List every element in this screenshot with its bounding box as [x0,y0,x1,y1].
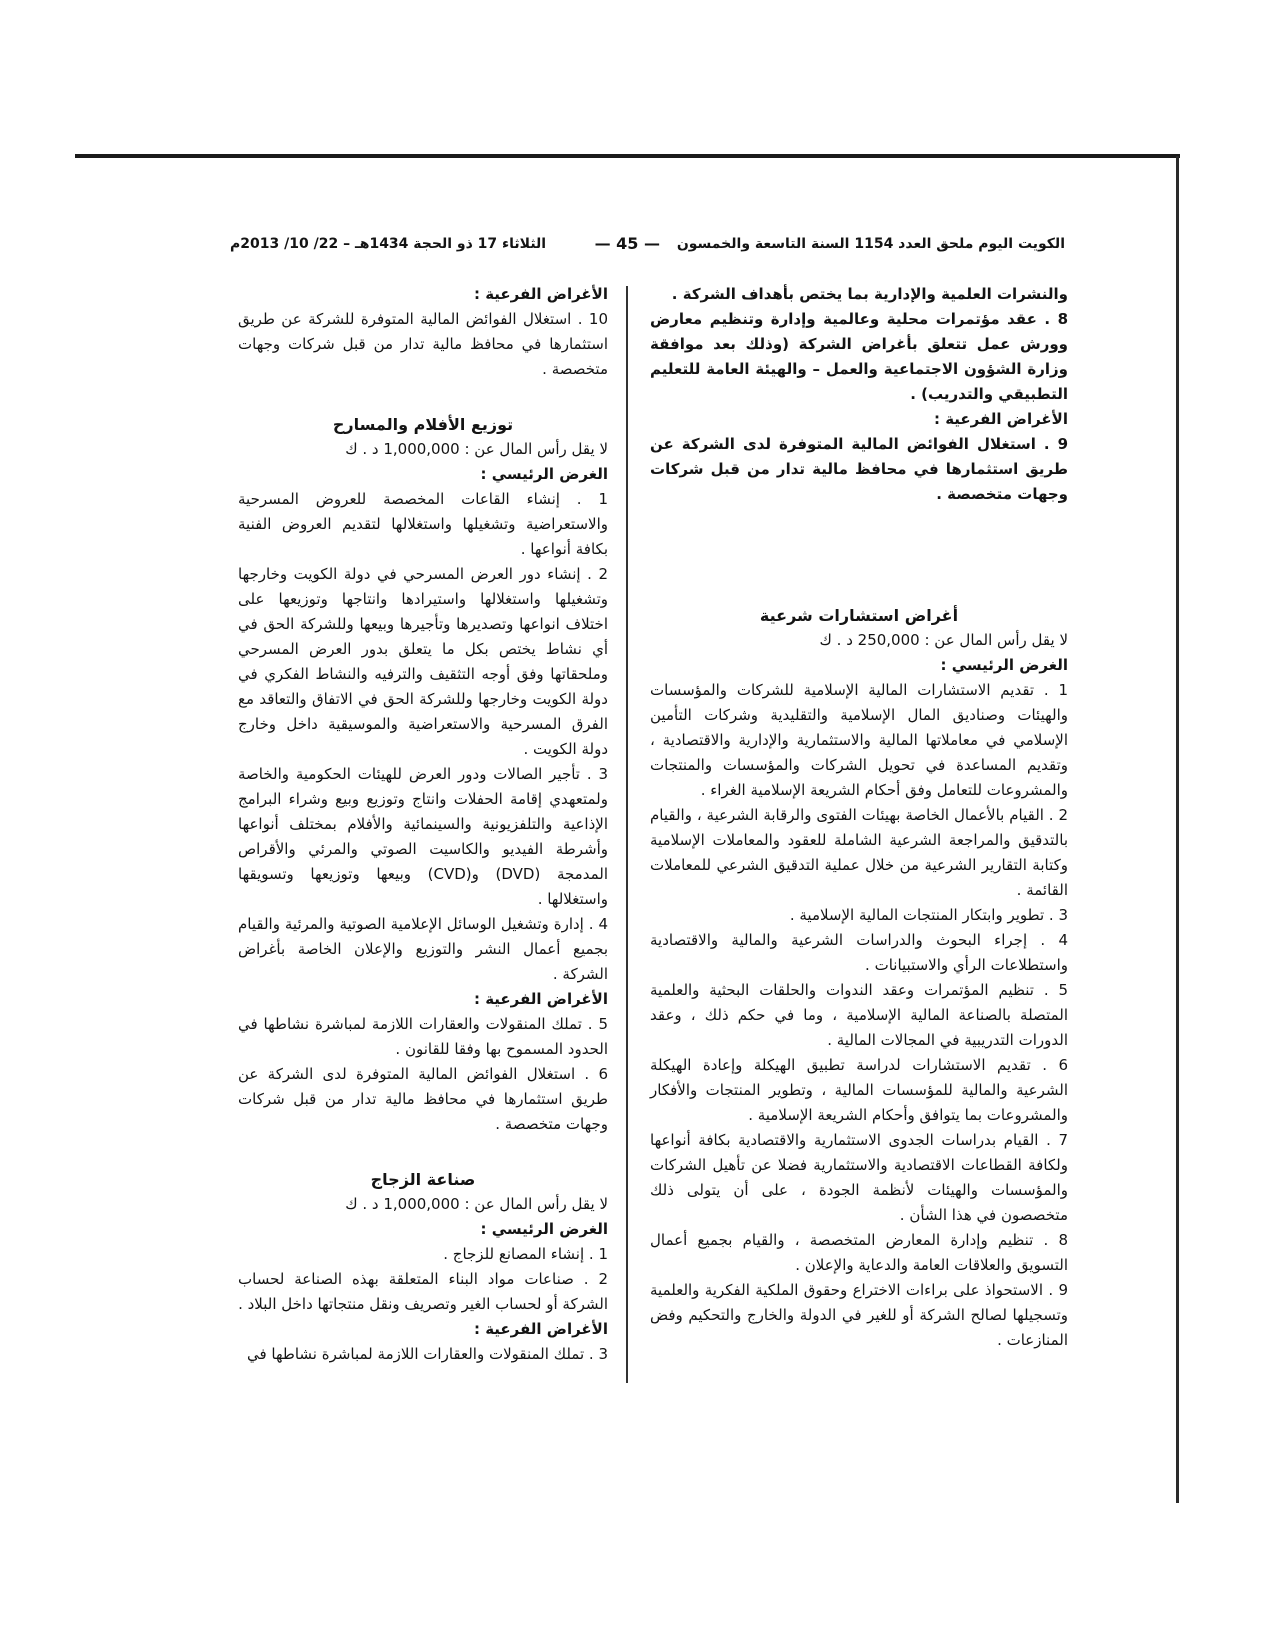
sub-heading: الأغراض الفرعية : [473,285,608,303]
list-item: 1 . تقديم الاستشارات المالية الإسلامية للشركات والمؤسسات والهيئات وصناديق المال الإسلامية والتقليدية وشركات التأمين الإسلامي في معاملاتها المالية والاستثمارية والإدارية والاقتصادية ، وتقديم المساعدة في تحويل الشركات والمؤسسات والمنتجات والمشروعات للتعامل وفق أحكام الشريعة الإسلامية الغراء . [650,681,1068,799]
main-heading: الغرض الرئيسي : [480,1220,608,1238]
header-publication: الكويت اليوم ملحق العدد 1154 السنة التاسعة والخمسون [676,236,1065,252]
capital-line: لا يقل رأس المال عن : 250,000 د . ك [819,631,1068,649]
list-item: 6 . تقديم الاستشارات لدراسة تطبيق الهيكلة وإعادة الهيكلة الشرعية والمالية للمؤسسات المالية ، وتطوير المنتجات والأفكار والمشروعات بما يتوافق وأحكام الشريعة الإسلامية . [650,1056,1068,1124]
list-item: 5 . تملك المنقولات والعقارات اللازمة لمباشرة نشاطها في الحدود المسموح بها وفقا للقانون . [238,1015,608,1058]
list-item: 9 . الاستحواذ على براءات الاختراع وحقوق الملكية الفكرية والعلمية وتسجيلها لصالح الشركة أو للغير في الدولة والخارج والتحكيم وفض المنازعات . [650,1281,1068,1349]
column-divider [626,286,628,1383]
sub-heading: الأغراض الفرعية : [473,990,608,1008]
capital-line: لا يقل رأس المال عن : 1,000,000 د . ك [345,1195,608,1213]
list-item: 3 . تطوير وابتكار المنتجات المالية الإسلامية . [789,906,1068,924]
top-rule [75,154,1180,158]
list-item: 8 . عقد مؤتمرات محلية وعالمية وإدارة وتنظيم معارض وورش عمل تتعلق بأغراض الشركة (وذلك بعد موافقة وزارة الشؤون الاجتماعية والعمل – والهيئة العامة للتعليم التطبيقي والتدريب) . [650,310,1068,403]
right-column [650,282,1068,1353]
sub-heading: الأغراض الفرعية : [933,410,1068,428]
list-item: 10 . استغلال الفوائض المالية المتوفرة للشركة عن طريق استثمارها في محافظ مالية تدار من قبل شركات وجهات متخصصة . [238,310,608,378]
list-item: 8 . تنظيم وإدارة المعارض المتخصصة ، والقيام بجميع أعمال التسويق والعلاقات العامة والدعاية والإعلان . [650,1231,1068,1274]
list-item: 2 . القيام بالأعمال الخاصة بهيئات الفتوى والرقابة الشرعية ، والقيام بالتدقيق والمراجعة الشرعية الشاملة للعقود والمعاملات الإسلامية وكتابة التقارير الشرعية من خلال عملية التدقيق الشرعي للمعاملات القائمة . [650,806,1068,899]
left-column [238,282,608,1367]
main-heading: الغرض الرئيسي : [480,465,608,483]
header-page-number: — 45 — [594,234,660,253]
header-date: الثلاثاء 17 ذو الحجة 1434هـ – 22/ 10/ 2013م [230,236,547,252]
list-item: 9 . استغلال الفوائض المالية المتوفرة لدى الشركة عن طريق استثمارها في محافظ مالية تدار من قبل شركات وجهات متخصصة . [650,435,1068,503]
list-item: 3 . تملك المنقولات والعقارات اللازمة لمباشرة نشاطها في [246,1345,608,1363]
continuation-text: والنشرات العلمية والإدارية بما يختص بأهداف الشركة . [671,285,1068,303]
section-title: أغراض استشارات شرعية [759,606,959,625]
page-header [230,234,1065,260]
right-edge-rule [1176,156,1179,1503]
list-item: 1 . إنشاء المصانع للزجاج . [443,1245,608,1263]
list-item: 6 . استغلال الفوائض المالية المتوفرة لدى الشركة عن طريق استثمارها في محافظ مالية تدار من قبل شركات وجهات متخصصة . [238,1065,608,1133]
list-item: 3 . تأجير الصالات ودور العرض للهيئات الحكومية والخاصة ولمتعهدي إقامة الحفلات وانتاج وتوزيع وبيع وشراء البرامج الإذاعية والتلفزيونية والسينمائية والأفلام بمختلف أنواعها وأشرطة الفيديو والكاسيت الصوتي والمرئي والأقراص المدمجة (DVD) و(CVD) وبيعها وتوزيعها وتسويقها واستغلالها . [238,765,608,908]
list-item: 2 . إنشاء دور العرض المسرحي في دولة الكويت وخارجها وتشغيلها واستغلالها واستيرادها وانتاجها وتوزيعها على اختلاف انواعها وتصديرها وتأجيرها وبيعها وللشركة الحق في أي نشاط يختص بكل ما يتعلق بدور العرض المسرحي وملحقاتها وفق أوجه التثقيف والترفيه والنشاط الفكري في دولة الكويت وخارجها وللشركة الحق في الاتفاق والتعاقد مع الفرق المسرحية والاستعراضية والموسيقية داخل وخارج دولة الكويت . [238,565,608,758]
list-item: 4 . إجراء البحوث والدراسات الشرعية والمالية والاقتصادية واستطلاعات الرأي والاستبيانات . [650,931,1068,974]
list-item: 2 . صناعات مواد البناء المتعلقة بهذه الصناعة لحساب الشركة أو لحساب الغير وتصريف ونقل منتجاتها داخل البلاد . [238,1270,608,1313]
sub-heading: الأغراض الفرعية : [473,1320,608,1338]
list-item: 1 . إنشاء القاعات المخصصة للعروض المسرحية والاستعراضية وتشغيلها واستغلالها لتقديم العروض الفنية بكافة أنواعها . [238,490,608,558]
list-item: 5 . تنظيم المؤتمرات وعقد الندوات والحلقات البحثية والعلمية المتصلة بالصناعة المالية الإسلامية ، وما في حكم ذلك ، وعقد الدورات التدريبية في المجالات المالية . [650,981,1068,1049]
list-item: 4 . إدارة وتشغيل الوسائل الإعلامية الصوتية والمرئية والقيام بجميع أعمال النشر والتوزيع والإعلان الخاصة بأغراض الشركة . [238,915,608,983]
section-title: صناعة الزجاج [370,1170,476,1189]
list-item: 7 . القيام بدراسات الجدوى الاستثمارية والاقتصادية بكافة أنواعها ولكافة القطاعات الاقتصادية والاستثمارية فضلا عن تأهيل الشركات والمؤسسات والهيئات لأنظمة الجودة ، على أن يتولى ذلك متخصصون في هذا الشأن . [650,1131,1068,1224]
main-heading: الغرض الرئيسي : [940,656,1068,674]
capital-line: لا يقل رأس المال عن : 1,000,000 د . ك [345,440,608,458]
section-title: توزيع الأفلام والمسارح [332,415,514,434]
